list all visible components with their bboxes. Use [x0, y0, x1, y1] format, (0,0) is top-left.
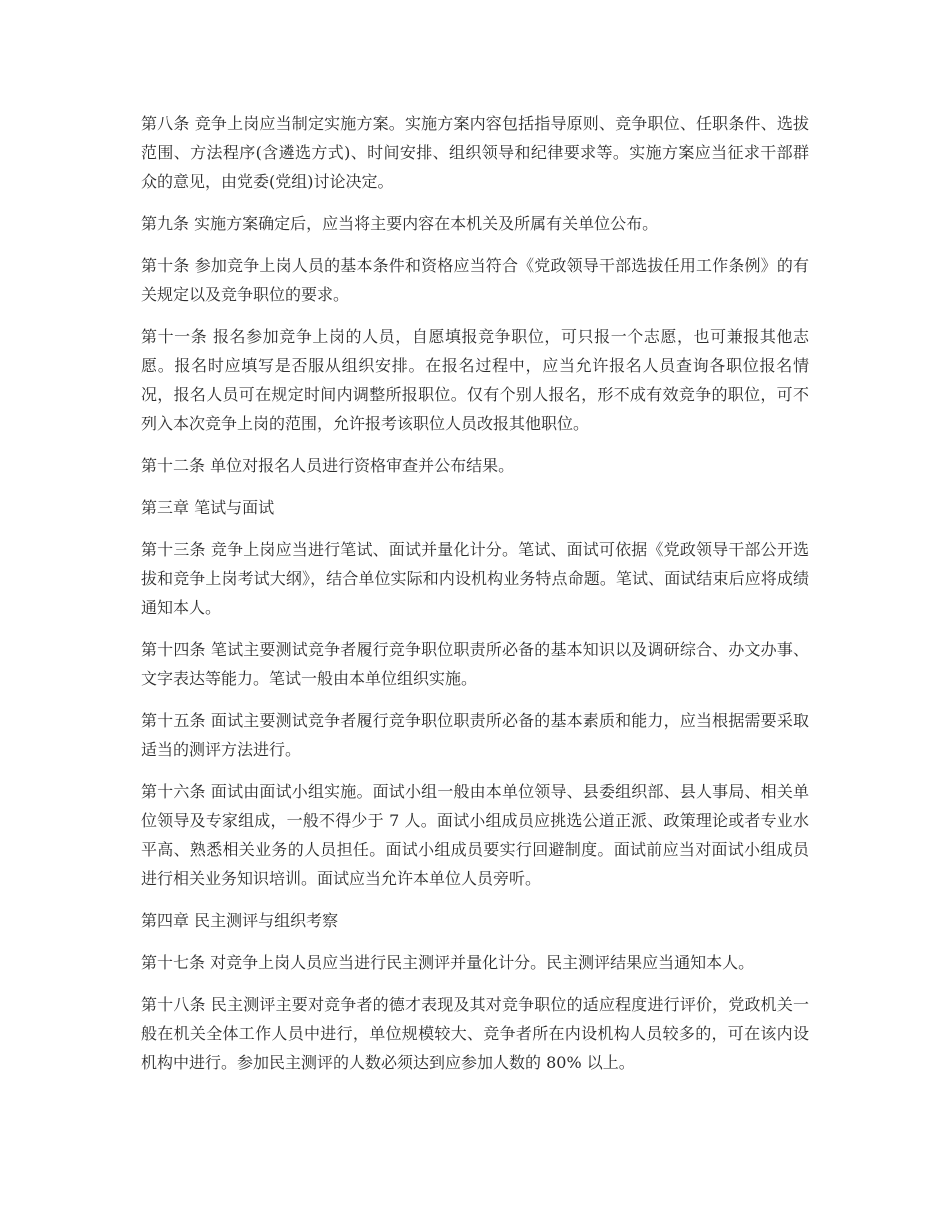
- article-14-paragraph: 第十四条 笔试主要测试竞争者履行竞争职位职责所必备的基本知识以及调研综合、办文办事、文字表达等能力。笔试一般由本单位组织实施。: [141, 640, 809, 688]
- article-9-paragraph: 第九条 实施方案确定后，应当将主要内容在本机关及所属有关单位公布。: [141, 214, 659, 233]
- article-12-paragraph: 第十二条 单位对报名人员进行资格审查并公布结果。: [141, 456, 515, 475]
- document-body: [141, 109, 809, 1090]
- article-15-paragraph: 第十五条 面试主要测试竞争者履行竞争职位职责所必备的基本素质和能力，应当根据需要采取适当的测评方法进行。: [141, 711, 809, 759]
- article-11-paragraph: 第十一条 报名参加竞争上岗的人员，自愿填报竞争职位，可只报一个志愿，也可兼报其他志愿。报名时应填写是否服从组织安排。在报名过程中，应当允许报名人员查询各职位报名情况，报名人员可在规定时间内调整所报职位。仅有个别人报名，形不成有效竞争的职位，可不列入本次竞争上岗的范围，允许报考该职位人员改报其他职位。: [141, 327, 809, 433]
- chapter-4-heading: 第四章 民主测评与组织考察: [141, 911, 339, 930]
- article-18-paragraph: 第十八条 民主测评主要对竞争者的德才表现及其对竞争职位的适应程度进行评价，党政机关一般在机关全体工作人员中进行，单位规模较大、竞争者所在内设机构人员较多的，可在该内设机构中进行。参加民主测评的人数必须达到应参加人数的 80% 以上。: [141, 995, 809, 1072]
- article-8-paragraph: 第八条 竞争上岗应当制定实施方案。实施方案内容包括指导原则、竞争职位、任职条件、选拔范围、方法程序(含遴选方式)、时间安排、组织领导和纪律要求等。实施方案应当征求干部群众的意见，由党委(党组)讨论决定。: [141, 114, 809, 191]
- article-10-paragraph: 第十条 参加竞争上岗人员的基本条件和资格应当符合《党政领导干部选拔任用工作条例》的有关规定以及竞争职位的要求。: [141, 256, 809, 304]
- article-16-paragraph: 第十六条 面试由面试小组实施。面试小组一般由本单位领导、县委组织部、县人事局、相关单位领导及专家组成，一般不得少于 7 人。面试小组成员应挑选公道正派、政策理论或者专业水平高、熟悉相关业务的人员担任。面试小组成员要实行回避制度。面试前应当对面试小组成员进行相关业务知识培训。面试应当允许本单位人员旁听。: [141, 782, 809, 888]
- article-17-paragraph: 第十七条 对竞争上岗人员应当进行民主测评并量化计分。民主测评结果应当通知本人。: [141, 953, 755, 972]
- chapter-3-heading: 第三章 笔试与面试: [141, 498, 275, 517]
- article-13-paragraph: 第十三条 竞争上岗应当进行笔试、面试并量化计分。笔试、面试可依据《党政领导干部公开选拔和竞争上岗考试大纲》，结合单位实际和内设机构业务特点命题。笔试、面试结束后应将成绩通知本人。: [141, 540, 809, 617]
